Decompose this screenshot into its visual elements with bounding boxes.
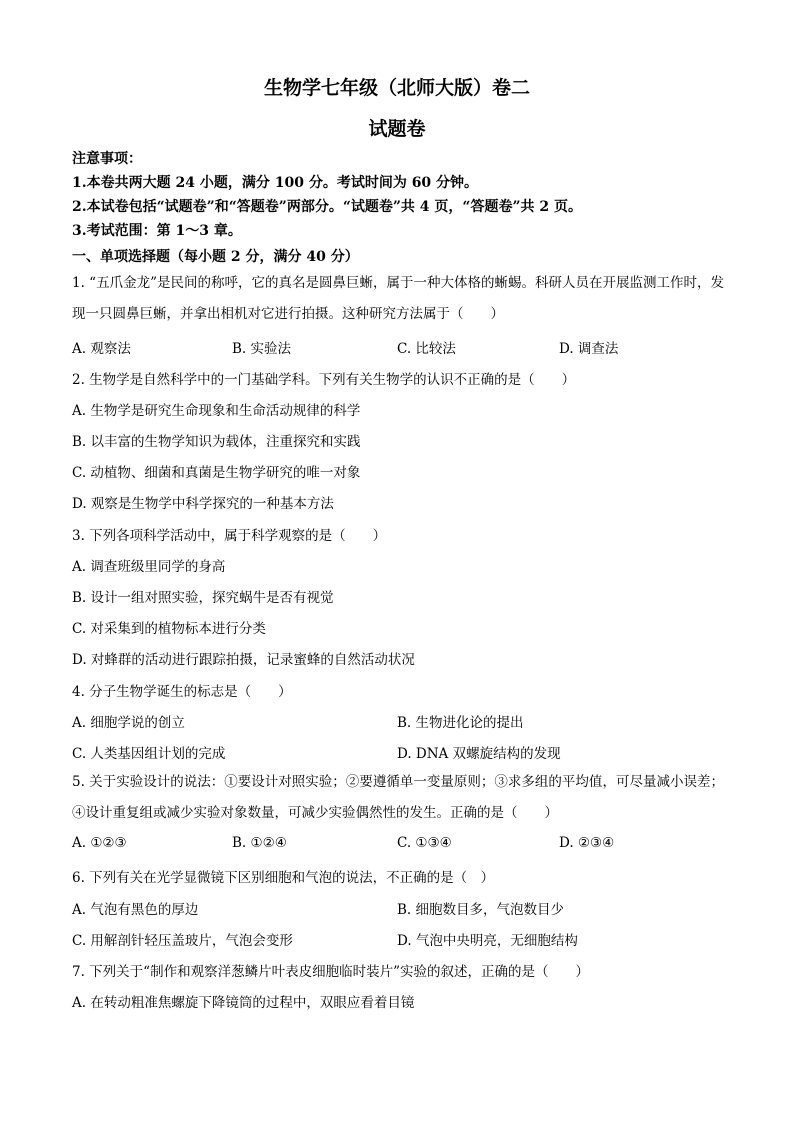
option-a: A. 生物学是研究生命现象和生命活动规律的科学 bbox=[72, 403, 361, 419]
option-c: C. 用解剖针轻压盖玻片，气泡会变形 bbox=[72, 933, 293, 949]
option-c: C. 对采集到的植物标本进行分类 bbox=[72, 621, 266, 637]
option-b: B. 生物进化论的提出 bbox=[397, 715, 524, 731]
notice-item: 2.本试卷包括“试题卷”和“答题卷”两部分。“试题卷”共 4 页，“答题卷”共 2 页。 bbox=[72, 199, 583, 215]
option-a: A. 在转动粗准焦螺旋下降镜筒的过程中，双眼应看着目镜 bbox=[72, 995, 415, 1011]
option-a: A. 细胞学说的创立 bbox=[72, 715, 185, 731]
option-b: B. 设计一组对照实验，探究蜗牛是否有视觉 bbox=[72, 590, 334, 606]
option-d: D. DNA 双螺旋结构的发现 bbox=[397, 746, 561, 762]
option-c: C. 动植物、细菌和真菌是生物学研究的唯一对象 bbox=[72, 465, 361, 481]
option-a: A. 气泡有黑色的厚边 bbox=[72, 902, 199, 918]
option-b: B. 细胞数目多，气泡数目少 bbox=[397, 902, 565, 918]
option-d: D. 对蜂群的活动进行跟踪拍摄，记录蜜蜂的自然活动状况 bbox=[72, 652, 415, 668]
page-title: 生物学七年级（北师大版）卷二 bbox=[263, 77, 530, 99]
notice-heading: 注意事项： bbox=[72, 151, 142, 167]
option-b: B. 实验法 bbox=[232, 341, 292, 357]
question-stem: 3. 下列各项科学活动中，属于科学观察的是（ ） bbox=[72, 528, 387, 544]
option-d: D. 调查法 bbox=[559, 341, 619, 357]
option-c: C. 比较法 bbox=[397, 341, 456, 357]
option-d: D. 观察是生物学中科学探究的一种基本方法 bbox=[72, 496, 334, 512]
question-stem: 7. 下列关于“制作和观察洋葱鳞片叶表皮细胞临时装片”实验的叙述，正确的是（ ） bbox=[72, 964, 589, 980]
option-b: B. ①②④ bbox=[232, 835, 287, 851]
question-stem: 1. “五爪金龙”是民间的称呼，它的真名是圆鼻巨蜥，属于一种大体格的蜥蜴。科研人员在开展监测工作时，发现一只圆鼻巨蜥，并拿出相机对它进行拍摄。这种研究方法属于（ ） bbox=[72, 275, 724, 322]
option-d: D. 气泡中央明亮，无细胞结构 bbox=[397, 933, 578, 949]
option-d: D. ②③④ bbox=[559, 835, 615, 851]
option-a: A. ①②③ bbox=[72, 835, 127, 851]
option-c: C. ①③④ bbox=[397, 835, 452, 851]
option-a: A. 观察法 bbox=[72, 341, 131, 357]
question-stem: 6. 下列有关在光学显微镜下区别细胞和气泡的说法，不正确的是（ ） bbox=[72, 870, 495, 886]
option-b: B. 以丰富的生物学知识为载体，注重探究和实践 bbox=[72, 434, 361, 450]
notice-item: 1.本卷共两大题 24 小题，满分 100 分。考试时间为 60 分钟。 bbox=[72, 175, 479, 191]
option-a: A. 调查班级里同学的身高 bbox=[72, 559, 226, 575]
question-stem: 2. 生物学是自然科学中的一门基础学科。下列有关生物学的认识不正确的是（ ） bbox=[72, 372, 576, 388]
question-stem: 4. 分子生物学诞生的标志是（ ） bbox=[72, 684, 292, 700]
notice-item: 3.考试范围：第 1～3 章。 bbox=[72, 223, 242, 239]
page-subtitle: 试题卷 bbox=[368, 118, 426, 140]
question-stem: 5. 关于实验设计的说法：①要设计对照实验；②要遵循单一变量原则；③求多组的平均值，可尽量减小误差；④设计重复组或减少实验对象数量，可减少实验偶然性的发生。正确的是（ ） bbox=[72, 774, 724, 821]
option-c: C. 人类基因组计划的完成 bbox=[72, 746, 226, 762]
section-heading: 一、单项选择题（每小题 2 分，满分 40 分） bbox=[72, 249, 359, 265]
